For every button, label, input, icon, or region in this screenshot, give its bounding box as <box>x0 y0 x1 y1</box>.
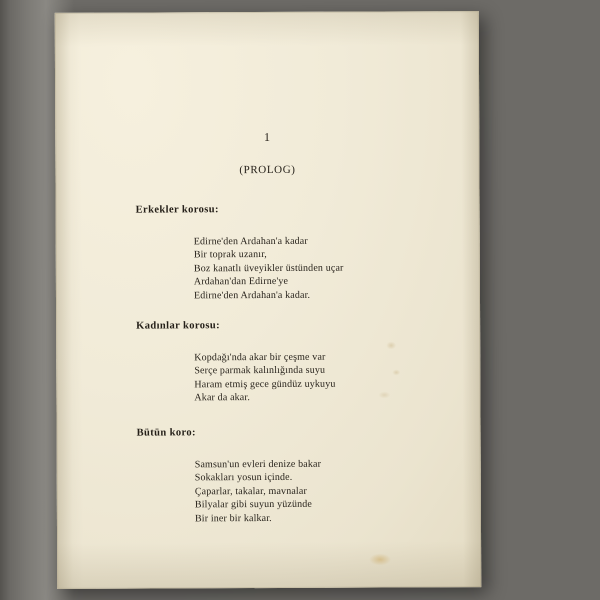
page-content <box>55 11 482 589</box>
verse-block <box>194 350 480 405</box>
verse-line: Haram etmiş gece gündüz uykuyu <box>194 378 336 391</box>
verse-line: Ardahan'dan Edirne'ye <box>193 276 289 288</box>
verse-line: Akar da akar. <box>194 392 250 404</box>
verse-line: Kopdağı'nda akar bir çeşme var <box>194 351 326 364</box>
verse-line: Bir iner bir kalkar. <box>194 512 272 524</box>
verse-block <box>195 457 481 525</box>
verse-line: Samsun'un evleri denize bakar <box>194 458 322 471</box>
verse-line: Edirne'den Ardahan'a kadar <box>193 235 308 248</box>
verse-line: Serçe parmak kalınlığında suyu <box>194 365 326 377</box>
verse-line: Edirne'den Ardahan'a kadar. <box>193 289 311 301</box>
section-heading: Erkekler korosu: <box>135 204 219 216</box>
verse-line: Bilyalar gibi suyun yüzünde <box>194 499 313 511</box>
verse-block <box>194 234 480 302</box>
section-label-prolog: (PROLOG) <box>239 163 296 177</box>
verse-line: Bir toprak uzanır, <box>193 249 267 261</box>
verse-line: Çaparlar, takalar, mavnalar <box>194 485 307 498</box>
verse-line: Boz kanatlı üveyikler üstünden uçar <box>193 262 344 275</box>
chorus-section-women <box>56 319 480 405</box>
verse-line: Sokakları yosun içinde. <box>194 472 293 484</box>
section-heading: Bütün koro: <box>136 427 196 439</box>
book-page <box>55 11 482 589</box>
section-heading: Kadınlar korosu: <box>136 320 221 332</box>
chorus-section-all <box>57 426 481 526</box>
chorus-section-men <box>56 203 480 303</box>
page-number: 1 <box>264 129 271 145</box>
